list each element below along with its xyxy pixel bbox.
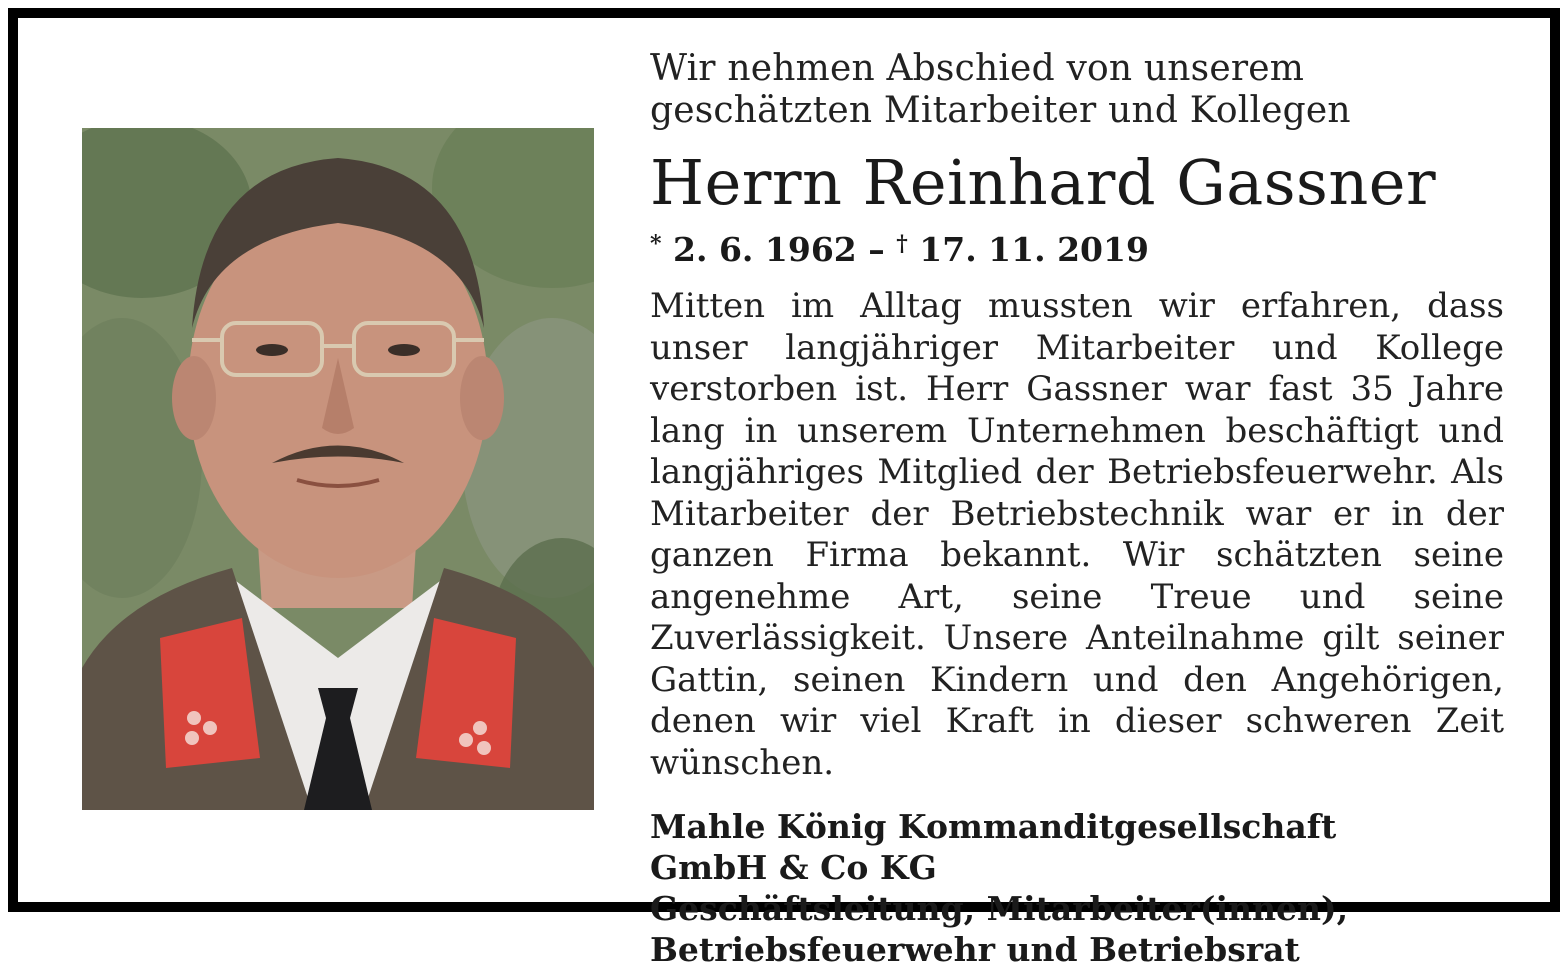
life-dates bbox=[650, 224, 1504, 270]
signature-line: Geschäftsleitung, Mitarbeiter(innen), bbox=[650, 889, 1349, 928]
intro-text: Wir nehmen Abschied von unserem geschätzten Mitarbeiter und Kollegen bbox=[650, 48, 1351, 131]
obituary-body: Mitten im Alltag mussten wir erfahren, dass unser langjähriger Mitarbeiter und Kollege verstorben ist. Herr Gassner war fast 35 Jahre lang in unserem Unternehmen beschäftigt und langjähriges Mitglied der Betriebsfeuerwehr. Als Mitarbeiter der Betriebstechnik war er in der ganzen Firma bekannt. Wir schätzten seine angenehme Art, seine Treue und seine Zuverlässigkeit. Unsere Anteilnahme gilt seiner Gattin, seinen Kindern und den Angehörigen, denen wir viel Kraft in dieser schweren Zeit wünschen. bbox=[650, 286, 1504, 783]
birth-date: 2. 6. 1962 bbox=[673, 230, 857, 269]
death-date: 17. 11. 2019 bbox=[919, 230, 1149, 269]
portrait-photo bbox=[82, 128, 594, 810]
portrait-illustration bbox=[82, 128, 594, 810]
birth-symbol: * bbox=[650, 231, 662, 257]
date-separator: – bbox=[868, 230, 885, 269]
signature-line: Betriebsfeuerwehr und Betriebsrat bbox=[650, 930, 1300, 969]
signature-line: GmbH & Co KG bbox=[650, 848, 937, 887]
obituary-frame bbox=[8, 8, 1560, 969]
deceased-name: Herrn Reinhard Gassner bbox=[650, 146, 1437, 219]
signature-line: Mahle König Kommanditgesellschaft bbox=[650, 807, 1337, 846]
death-symbol: † bbox=[896, 231, 908, 257]
signature-block bbox=[650, 806, 1504, 970]
text-column bbox=[650, 48, 1504, 970]
